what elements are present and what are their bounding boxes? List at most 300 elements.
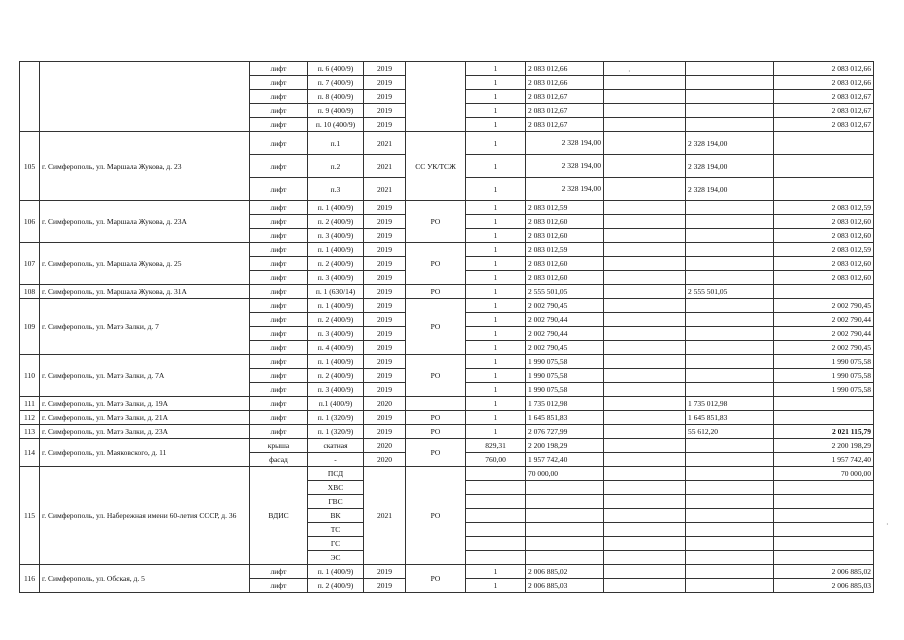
cost-column-2: 2 328 194,00 <box>686 178 774 201</box>
cost-column-2 <box>686 579 774 593</box>
cost-column-2: 2 328 194,00 <box>686 132 774 155</box>
address-cell <box>40 62 250 132</box>
cost-column-3: 2 083 012,66 <box>774 76 874 90</box>
year-cell: 2019 <box>364 90 406 104</box>
quantity-cell <box>466 537 526 551</box>
cost-column-2: 2 555 501,05 <box>686 285 774 299</box>
row-number: 113 <box>20 425 40 439</box>
row-number: 115 <box>20 467 40 565</box>
quantity-cell: 1 <box>466 132 526 155</box>
cost-column-1 <box>604 215 686 229</box>
quantity-cell <box>466 467 526 481</box>
total-cost-cell <box>526 495 604 509</box>
year-cell: 2019 <box>364 369 406 383</box>
year-cell: 2019 <box>364 104 406 118</box>
cost-column-2 <box>686 537 774 551</box>
item-cell: п. 1 (400/9) <box>308 565 364 579</box>
year-cell: 2020 <box>364 397 406 411</box>
scan-dot: · <box>628 67 631 76</box>
cost-column-1 <box>604 90 686 104</box>
total-cost-cell: 2 002 790,45 <box>526 299 604 313</box>
cost-column-3: 2 083 012,60 <box>774 229 874 243</box>
item-cell: п. 2 (400/9) <box>308 313 364 327</box>
total-cost-cell <box>526 523 604 537</box>
work-type-cell: лифт <box>250 132 308 155</box>
year-cell: 2019 <box>364 229 406 243</box>
cost-column-2 <box>686 383 774 397</box>
work-type-cell: лифт <box>250 565 308 579</box>
year-cell: 2019 <box>364 76 406 90</box>
cost-column-1 <box>604 369 686 383</box>
work-type-cell: лифт <box>250 76 308 90</box>
quantity-cell <box>466 481 526 495</box>
cost-column-3 <box>774 551 874 565</box>
year-cell: 2019 <box>364 579 406 593</box>
address-cell: г. Симферополь, ул. Маршала Жукова, д. 23А <box>40 201 250 243</box>
cost-column-1 <box>604 285 686 299</box>
year-cell: 2020 <box>364 453 406 467</box>
row-number: 108 <box>20 285 40 299</box>
quantity-cell: 1 <box>466 155 526 178</box>
cost-column-3 <box>774 481 874 495</box>
year-cell: 2019 <box>364 215 406 229</box>
item-cell: п.1 <box>308 132 364 155</box>
table-row <box>20 201 874 215</box>
table-row <box>20 565 874 579</box>
cost-column-2 <box>686 509 774 523</box>
quantity-cell: 829,31 <box>466 439 526 453</box>
cost-column-3: 2 002 790,45 <box>774 299 874 313</box>
cost-column-1 <box>604 579 686 593</box>
address-cell: г. Симферополь, ул. Матэ Залки, д. 21А <box>40 411 250 425</box>
cost-column-2 <box>686 76 774 90</box>
total-cost-cell: 2 006 885,03 <box>526 579 604 593</box>
quantity-cell: 1 <box>466 76 526 90</box>
item-cell: п. 3 (400/9) <box>308 327 364 341</box>
table-row <box>20 425 874 439</box>
cost-column-2 <box>686 453 774 467</box>
item-cell: п. 4 (400/9) <box>308 341 364 355</box>
cost-column-1 <box>604 397 686 411</box>
quantity-cell <box>466 509 526 523</box>
quantity-cell: 1 <box>466 215 526 229</box>
work-type-cell: фасад <box>250 453 308 467</box>
quantity-cell: 760,00 <box>466 453 526 467</box>
cost-column-1 <box>604 341 686 355</box>
total-cost-cell: 2 083 012,59 <box>526 201 604 215</box>
total-cost-cell: 2 083 012,67 <box>526 104 604 118</box>
address-cell: г. Симферополь, ул. Матэ Залки, д. 7А <box>40 355 250 397</box>
address-cell: г. Симферополь, ул. Набережная имени 60-летия СССР, д. 36 <box>40 467 250 565</box>
table-row <box>20 299 874 313</box>
item-cell: п. 1 (320/9) <box>308 411 364 425</box>
cost-column-3 <box>774 155 874 178</box>
total-cost-cell: 2 328 194,00 <box>526 132 604 155</box>
year-cell: 2019 <box>364 299 406 313</box>
year-cell: 2019 <box>364 62 406 76</box>
cost-column-1 <box>604 313 686 327</box>
quantity-cell: 1 <box>466 90 526 104</box>
item-cell: п.2 <box>308 155 364 178</box>
cost-column-1 <box>604 76 686 90</box>
item-cell: ЭС <box>308 551 364 565</box>
cost-column-1 <box>604 62 686 76</box>
cost-column-1 <box>604 201 686 215</box>
cost-column-2 <box>686 299 774 313</box>
table-row <box>20 132 874 155</box>
work-type-cell: лифт <box>250 411 308 425</box>
quantity-cell: 1 <box>466 425 526 439</box>
cost-column-3: 2 002 790,44 <box>774 327 874 341</box>
item-cell: ПСД <box>308 467 364 481</box>
cost-column-2 <box>686 439 774 453</box>
total-cost-cell <box>526 481 604 495</box>
quantity-cell: 1 <box>466 369 526 383</box>
total-cost-cell: 2 083 012,60 <box>526 257 604 271</box>
total-cost-cell: 2 002 790,44 <box>526 313 604 327</box>
item-cell: п. 2 (400/9) <box>308 257 364 271</box>
quantity-cell: 1 <box>466 104 526 118</box>
item-cell: п. 1 (400/9) <box>308 299 364 313</box>
total-cost-cell: 2 555 501,05 <box>526 285 604 299</box>
work-type-cell: лифт <box>250 425 308 439</box>
total-cost-cell: 2 006 885,02 <box>526 565 604 579</box>
year-cell: 2019 <box>364 383 406 397</box>
cost-column-1 <box>604 453 686 467</box>
row-number: 109 <box>20 299 40 355</box>
work-type-cell: лифт <box>250 579 308 593</box>
cost-column-1 <box>604 565 686 579</box>
quantity-cell: 1 <box>466 313 526 327</box>
cost-column-1 <box>604 439 686 453</box>
address-cell: г. Симферополь, ул. Матэ Залки, д. 19А <box>40 397 250 411</box>
total-cost-cell: 2 002 790,44 <box>526 327 604 341</box>
item-cell: ВК <box>308 509 364 523</box>
work-type-cell: лифт <box>250 90 308 104</box>
item-cell: п. 1 (630/14) <box>308 285 364 299</box>
row-number: 107 <box>20 243 40 285</box>
cost-column-3: 70 000,00 <box>774 467 874 481</box>
funding-source-cell: РО <box>406 285 466 299</box>
cost-column-2 <box>686 327 774 341</box>
funding-source-cell: РО <box>406 355 466 397</box>
year-cell: 2019 <box>364 411 406 425</box>
total-cost-cell: 2 083 012,60 <box>526 229 604 243</box>
year-cell: 2019 <box>364 243 406 257</box>
work-type-cell: лифт <box>250 271 308 285</box>
year-cell: 2021 <box>364 155 406 178</box>
cost-column-3: 2 021 115,79 <box>774 425 874 439</box>
cost-column-1 <box>604 118 686 132</box>
year-cell: 2019 <box>364 118 406 132</box>
quantity-cell <box>466 495 526 509</box>
table-row <box>20 411 874 425</box>
row-number: 111 <box>20 397 40 411</box>
cost-column-3: 2 083 012,67 <box>774 104 874 118</box>
item-cell: п. 2 (400/9) <box>308 369 364 383</box>
table-row <box>20 439 874 453</box>
year-cell: 2019 <box>364 327 406 341</box>
year-cell: 2019 <box>364 271 406 285</box>
total-cost-cell: 2 083 012,60 <box>526 215 604 229</box>
funding-source-cell: РО <box>406 425 466 439</box>
cost-column-3 <box>774 411 874 425</box>
quantity-cell: 1 <box>466 341 526 355</box>
quantity-cell <box>466 523 526 537</box>
cost-column-1 <box>604 383 686 397</box>
address-cell: г. Симферополь, ул. Матэ Залки, д. 7 <box>40 299 250 355</box>
year-cell: 2019 <box>364 257 406 271</box>
row-number: 114 <box>20 439 40 467</box>
quantity-cell: 1 <box>466 285 526 299</box>
cost-column-1 <box>604 132 686 155</box>
address-cell: г. Симферополь, ул. Маршала Жукова, д. 31А <box>40 285 250 299</box>
total-cost-cell: 2 083 012,60 <box>526 271 604 285</box>
item-cell: п. 9 (400/9) <box>308 104 364 118</box>
address-cell: г. Симферополь, ул. Обская, д. 5 <box>40 565 250 593</box>
year-cell: 2021 <box>364 178 406 201</box>
total-cost-cell: 2 083 012,67 <box>526 118 604 132</box>
cost-column-3: 2 006 885,03 <box>774 579 874 593</box>
cost-column-3: 2 006 885,02 <box>774 565 874 579</box>
work-type-cell: лифт <box>250 327 308 341</box>
total-cost-cell: 1 645 851,83 <box>526 411 604 425</box>
cost-column-3: 2 083 012,59 <box>774 201 874 215</box>
table-row <box>20 397 874 411</box>
quantity-cell <box>466 551 526 565</box>
cost-column-1 <box>604 467 686 481</box>
row-number: 105 <box>20 132 40 201</box>
quantity-cell: 1 <box>466 579 526 593</box>
item-cell: п. 1 (400/9) <box>308 243 364 257</box>
item-cell: ГС <box>308 537 364 551</box>
cost-column-2: 55 612,20 <box>686 425 774 439</box>
work-type-cell: лифт <box>250 229 308 243</box>
capital-repair-table <box>19 61 874 593</box>
cost-column-2: 1 645 851,83 <box>686 411 774 425</box>
cost-column-3: 2 083 012,67 <box>774 90 874 104</box>
quantity-cell: 1 <box>466 383 526 397</box>
cost-column-1 <box>604 495 686 509</box>
cost-column-2 <box>686 313 774 327</box>
item-cell: п. 3 (400/9) <box>308 229 364 243</box>
total-cost-cell: 1 990 075,58 <box>526 383 604 397</box>
total-cost-cell: 2 083 012,66 <box>526 76 604 90</box>
work-type-cell: лифт <box>250 62 308 76</box>
table-row <box>20 62 874 76</box>
cost-column-3 <box>774 397 874 411</box>
item-cell: - <box>308 453 364 467</box>
funding-source-cell: РО <box>406 411 466 425</box>
cost-column-1 <box>604 537 686 551</box>
cost-column-2 <box>686 201 774 215</box>
item-cell: скатная <box>308 439 364 453</box>
quantity-cell: 1 <box>466 397 526 411</box>
work-type-cell: лифт <box>250 201 308 215</box>
row-number: 106 <box>20 201 40 243</box>
cost-column-1 <box>604 481 686 495</box>
total-cost-cell: 1 990 075,58 <box>526 355 604 369</box>
quantity-cell: 1 <box>466 243 526 257</box>
table-row <box>20 355 874 369</box>
quantity-cell: 1 <box>466 257 526 271</box>
row-number: 110 <box>20 355 40 397</box>
cost-column-3: 1 957 742,40 <box>774 453 874 467</box>
quantity-cell: 1 <box>466 201 526 215</box>
work-type-cell: лифт <box>250 243 308 257</box>
cost-column-2 <box>686 271 774 285</box>
cost-column-2 <box>686 229 774 243</box>
year-cell: 2019 <box>364 201 406 215</box>
cost-column-3: 1 990 075,58 <box>774 369 874 383</box>
cost-column-3: 2 083 012,60 <box>774 215 874 229</box>
cost-column-3: 2 083 012,59 <box>774 243 874 257</box>
item-cell: п. 2 (400/9) <box>308 215 364 229</box>
cost-column-3: 2 083 012,66 <box>774 62 874 76</box>
row-number <box>20 62 40 132</box>
cost-column-3 <box>774 537 874 551</box>
quantity-cell: 1 <box>466 118 526 132</box>
total-cost-cell <box>526 551 604 565</box>
cost-column-1 <box>604 257 686 271</box>
quantity-cell: 1 <box>466 565 526 579</box>
total-cost-cell: 2 328 194,00 <box>526 155 604 178</box>
work-type-cell: лифт <box>250 313 308 327</box>
cost-column-2 <box>686 62 774 76</box>
total-cost-cell: 1 957 742,40 <box>526 453 604 467</box>
cost-column-1 <box>604 425 686 439</box>
work-type-cell: лифт <box>250 383 308 397</box>
address-cell: г. Симферополь, ул. Маяковского, д. 11 <box>40 439 250 467</box>
cost-column-1 <box>604 299 686 313</box>
item-cell: п. 3 (400/9) <box>308 383 364 397</box>
cost-column-3: 2 083 012,67 <box>774 118 874 132</box>
total-cost-cell: 2 200 198,29 <box>526 439 604 453</box>
item-cell: п. 10 (400/9) <box>308 118 364 132</box>
work-type-cell: лифт <box>250 257 308 271</box>
quantity-cell: 1 <box>466 299 526 313</box>
funding-source-cell: РО <box>406 243 466 285</box>
scan-dot: · <box>886 520 889 529</box>
total-cost-cell: 1 990 075,58 <box>526 369 604 383</box>
work-type-cell: крыша <box>250 439 308 453</box>
total-cost-cell: 2 002 790,45 <box>526 341 604 355</box>
cost-column-2 <box>686 118 774 132</box>
quantity-cell: 1 <box>466 327 526 341</box>
quantity-cell: 1 <box>466 178 526 201</box>
cost-column-1 <box>604 243 686 257</box>
cost-column-3 <box>774 495 874 509</box>
address-cell: г. Симферополь, ул. Маршала Жукова, д. 23 <box>40 132 250 201</box>
table-row <box>20 285 874 299</box>
cost-column-1 <box>604 104 686 118</box>
item-cell: п. 1 (400/9) <box>308 355 364 369</box>
total-cost-cell: 2 083 012,67 <box>526 90 604 104</box>
item-cell: п. 3 (400/9) <box>308 271 364 285</box>
quantity-cell: 1 <box>466 411 526 425</box>
cost-column-3 <box>774 523 874 537</box>
cost-column-2: 2 328 194,00 <box>686 155 774 178</box>
cost-column-3: 2 200 198,29 <box>774 439 874 453</box>
cost-column-2: 1 735 012,98 <box>686 397 774 411</box>
address-cell: г. Симферополь, ул. Маршала Жукова, д. 25 <box>40 243 250 285</box>
cost-column-2 <box>686 243 774 257</box>
cost-column-1 <box>604 327 686 341</box>
year-cell: 2019 <box>364 355 406 369</box>
work-type-cell: лифт <box>250 118 308 132</box>
year-cell: 2020 <box>364 439 406 453</box>
cost-column-3: 1 990 075,58 <box>774 383 874 397</box>
cost-column-2 <box>686 369 774 383</box>
address-cell: г. Симферополь, ул. Матэ Залки, д. 23А <box>40 425 250 439</box>
funding-source-cell <box>406 62 466 132</box>
funding-source-cell: РО <box>406 467 466 565</box>
funding-source-cell: РО <box>406 439 466 467</box>
cost-column-3: 2 002 790,44 <box>774 313 874 327</box>
cost-column-1 <box>604 551 686 565</box>
cost-column-1 <box>604 229 686 243</box>
cost-column-1 <box>604 509 686 523</box>
table-row <box>20 243 874 257</box>
year-cell: 2019 <box>364 565 406 579</box>
cost-column-1 <box>604 178 686 201</box>
year-cell: 2019 <box>364 425 406 439</box>
cost-column-2 <box>686 523 774 537</box>
funding-source-cell <box>406 397 466 411</box>
quantity-cell: 1 <box>466 271 526 285</box>
work-type-cell: лифт <box>250 369 308 383</box>
cost-column-2 <box>686 90 774 104</box>
cost-column-1 <box>604 155 686 178</box>
year-cell: 2019 <box>364 285 406 299</box>
cost-column-3 <box>774 132 874 155</box>
total-cost-cell <box>526 537 604 551</box>
item-cell: ТС <box>308 523 364 537</box>
item-cell: п. 6 (400/9) <box>308 62 364 76</box>
cost-column-2 <box>686 104 774 118</box>
quantity-cell: 1 <box>466 229 526 243</box>
total-cost-cell <box>526 509 604 523</box>
cost-column-3: 1 990 075,58 <box>774 355 874 369</box>
work-type-cell: лифт <box>250 178 308 201</box>
funding-source-cell: РО <box>406 299 466 355</box>
work-type-cell: лифт <box>250 341 308 355</box>
row-number: 116 <box>20 565 40 593</box>
funding-source-cell: СС УК/ТСЖ <box>406 132 466 201</box>
item-cell: п. 7 (400/9) <box>308 76 364 90</box>
cost-column-1 <box>604 271 686 285</box>
cost-column-3 <box>774 285 874 299</box>
item-cell: п. 8 (400/9) <box>308 90 364 104</box>
cost-column-2 <box>686 495 774 509</box>
cost-column-3 <box>774 509 874 523</box>
work-type-cell: лифт <box>250 397 308 411</box>
total-cost-cell: 1 735 012,98 <box>526 397 604 411</box>
total-cost-cell: 2 076 727,99 <box>526 425 604 439</box>
funding-source-cell: РО <box>406 565 466 593</box>
funding-source-cell: РО <box>406 201 466 243</box>
cost-column-2 <box>686 551 774 565</box>
cost-column-3: 2 083 012,60 <box>774 257 874 271</box>
item-cell: п. 2 (400/9) <box>308 579 364 593</box>
year-cell: 2019 <box>364 341 406 355</box>
cost-column-3: 2 083 012,60 <box>774 271 874 285</box>
work-type-cell: лифт <box>250 104 308 118</box>
cost-column-2 <box>686 355 774 369</box>
total-cost-cell: 2 083 012,66 <box>526 62 604 76</box>
cost-column-2 <box>686 565 774 579</box>
cost-column-1 <box>604 523 686 537</box>
